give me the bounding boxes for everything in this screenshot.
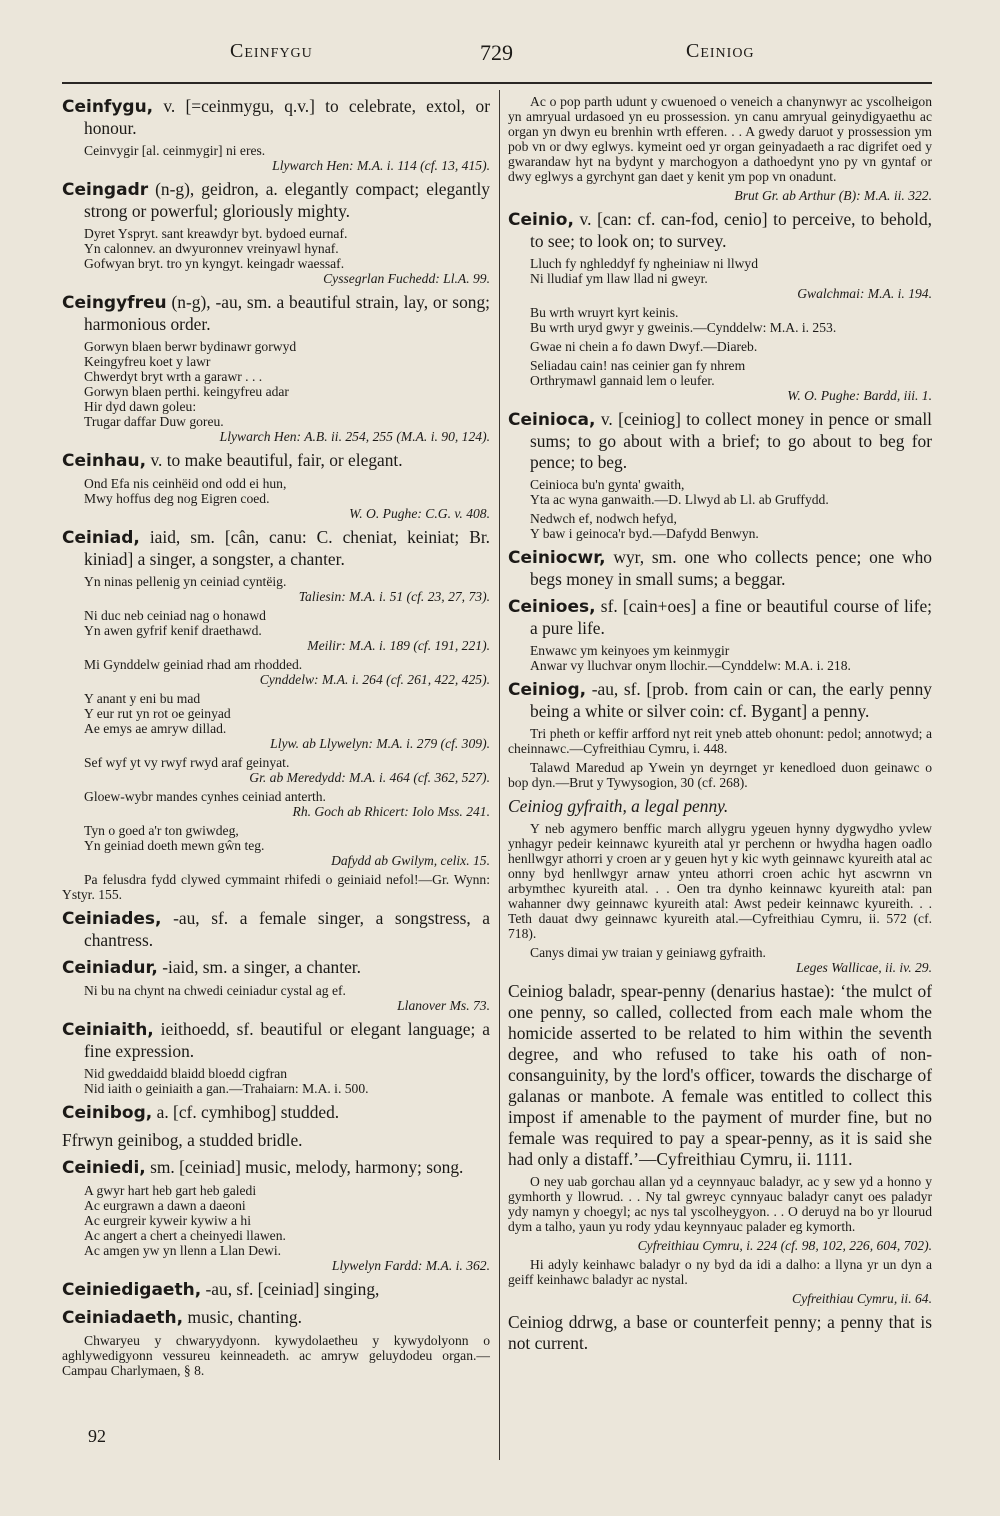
definition: (n-g), -au, sm. a beautiful strain, lay, or song; harmonious order. — [84, 292, 490, 334]
quote-prose: Hi adyly keinhawc baladyr o ny byd da idi a dalho: a llyna yr un dyn a geiff keinhawc baladyr ac nystal. — [508, 1257, 932, 1287]
entry-ceiniedigaeth — [62, 1279, 490, 1378]
quote-line: Ni bu na chynt na chwedi ceiniadur cystal ag ef. — [84, 983, 346, 998]
headword: Ceinio, — [508, 210, 574, 230]
quotation — [508, 305, 932, 335]
quote-line: Hir dyd dawn goleu: — [84, 399, 197, 414]
quote-prose: Talawd Maredud ap Ywein yn deyrnget yr kenedloed duon geinawc o bop dyn.—Brut y Tywysogion, 30 (cf. 268). — [508, 760, 932, 790]
sub-sense: Ceiniog ddrwg, a base or counterfeit penny; a penny that is not current. — [508, 1312, 932, 1353]
citation: Gwalchmai: M.A. i. 194. — [797, 286, 932, 301]
citation: Llywelyn Fardd: M.A. i. 362. — [331, 1258, 490, 1273]
entry-ceiniedi — [62, 1157, 490, 1273]
headword: Ceiniedi, — [62, 1158, 146, 1178]
continued-quotation — [508, 94, 932, 203]
headword: Ceiniog, — [508, 680, 587, 700]
page-number: 729 — [480, 40, 513, 65]
definition: wyr, sm. one who collects pence; one who begs money in small sums; a beggar. — [530, 547, 932, 589]
quote-line: Yta ac wyna ganwaith.—D. Llwyd ab Ll. ab Gruffydd. — [530, 492, 829, 507]
quotation — [508, 358, 932, 403]
quote-line: Gorwyn blaen berwr bydinawr gorwyd — [84, 339, 297, 354]
quotation — [62, 983, 490, 1013]
definition: -au, sf. [prob. from cain or can, the early penny being a white or silver coin: cf. Bygant] a penny. — [530, 679, 932, 721]
entry-ceinioes — [508, 596, 932, 673]
quote-line: Sef wyf yt vy rwyf rwyd araf geinyat. — [84, 755, 290, 770]
definition: v. to make beautiful, fair, or elegant. — [150, 450, 403, 470]
citation: Llywarch Hen: A.B. ii. 254, 255 (M.A. i. 90, 124). — [219, 429, 490, 444]
quote-line: Yn awen gyfrif kenif draethawd. — [84, 623, 262, 638]
running-head-right: Ceiniog — [686, 40, 755, 62]
quote-line: Yn geiniad doeth mewn gŵn teg. — [84, 838, 265, 853]
citation: Cyfreithiau Cymru, ii. 64. — [792, 1291, 932, 1306]
header-rule — [62, 82, 932, 84]
quotation — [62, 1066, 490, 1096]
headword: Ceiniaith, — [62, 1020, 154, 1040]
quotation — [62, 608, 490, 653]
quote-line: Gloew-wybr mandes cynhes ceiniad anterth. — [84, 789, 326, 804]
quote-line: Chwerdyt bryt wrth a garawr . . . — [84, 369, 263, 384]
quotation — [62, 339, 490, 444]
quote-line: Enwawc ym keinyoes ym keinmygir — [530, 643, 730, 658]
entry-ceingadr — [62, 179, 490, 286]
quote-prose: Chwaryeu y chwaryydyonn. kywydolaetheu y kywydolyonn o aghlywedigyonn vessureu keinneadeth. ac amryw geluydodeu organ.—Campau Charlymaen, § 8. — [62, 1333, 490, 1378]
sub-sense: Ceiniog baladr, spear-penny (denarius hastae): ‘the mulct of one penny, so called, collected from each male whom the homicide asserted to be related to him within the seventh degree, and who refused to take his oath of non-consanguinity, by the lord's officer, towards the discharge of galanas or manbote. A female was entitled to collect this impost if amenable to the payment of murder fine, but no female was required to pay a spear-penny, as it is said she had only a distaff.’—Cyfreithiau Cymru, ii. 1111. — [508, 981, 932, 1169]
definition: a. [cf. cymhibog] studded. — [156, 1102, 340, 1122]
signature-mark: 92 — [88, 1426, 106, 1446]
headword: Ceinioes, — [508, 597, 596, 617]
quote-line: Bu wrth wruyrt kyrt keinis. — [530, 305, 679, 320]
headword: Ceiniedigaeth, — [62, 1280, 202, 1300]
headword: Ceinhau, — [62, 451, 147, 471]
headword: Ceinfygu, — [62, 97, 154, 117]
left-column — [62, 90, 490, 1460]
quote-line: Ac amgen yw yn llenn a Llan Dewi. — [84, 1243, 282, 1258]
quote-line: Nid gweddaidd blaidd bloedd cigfran — [84, 1066, 288, 1081]
quote-line: Keingyfreu koet y lawr — [84, 354, 211, 369]
definition: -iaid, sm. a singer, a chanter. — [162, 957, 361, 977]
quote-line: Anwar vy lluchvar onym llochir.—Cynddelw: M.A. i. 218. — [530, 658, 851, 673]
quote-line: Yn ninas pellenig yn ceiniad cyntëig. — [84, 574, 287, 589]
citation: Cyssegrlan Fuchedd: Ll.A. 99. — [323, 271, 490, 286]
quote-line: Gorwyn blaen perthi. keingyfreu adar — [84, 384, 289, 399]
sub-sense: Ffrwyn geinibog, a studded bridle. — [62, 1130, 303, 1150]
headword: Ceiniad, — [62, 528, 140, 548]
definition: -au, sf. [ceiniad] singing, — [205, 1279, 380, 1299]
quote-line: Nid iaith o geiniaith a gan.—Trahaiarn: M.A. i. 500. — [84, 1081, 369, 1096]
definition: (n-g), geidron, a. elegantly compact; elegantly strong or powerful; gloriously mighty. — [84, 179, 490, 221]
quote-line: Tyn o goed a'r ton gwiwdeg, — [84, 823, 239, 838]
quote-prose: Ac o pop parth udunt y cwuenoed o veneich a chanynwyr ac yscolheigon yn amryual urdasoed yn eu prossession. yn canu amryual geinydigyaethu ac organ yn dwyn eu brenhin wrth efferen. . . A gwedy daruot y prossession ym pob vn or dwy eglwys. kymeint oed yr organ geinyadaeth a rac digrifet oed y gwarandaw hyt na bydynt y marchogyon a dathoedynt yno py vn gyntaf or dwy eglwys a gyrchynt gan daet y kenit ym pop vn onadunt. — [508, 94, 932, 184]
quote-line: Mi Gynddelw geiniad rhad am rhodded. — [84, 657, 303, 672]
quotation — [62, 476, 490, 521]
quote-line: Ceinioca bu'n gynta' gwaith, — [530, 477, 685, 492]
citation: W. O. Pughe: C.G. v. 408. — [349, 506, 490, 521]
definition: music, chanting. — [187, 1307, 302, 1327]
headword: Ceiniadur, — [62, 958, 158, 978]
quote-line: Nedwch ef, nodwch hefyd, — [530, 511, 677, 526]
quote-line: Ac eurgrawn a dawn a daeoni — [84, 1198, 246, 1213]
headword: Ceingadr — [62, 180, 149, 200]
quote-line: Dyret Yspryt. sant kreawdyr byt. bydoed eurnaf. — [84, 226, 348, 241]
citation: Brut Gr. ab Arthur (B): M.A. ii. 322. — [734, 188, 932, 203]
citation: Leges Wallicae, ii. iv. 29. — [796, 960, 932, 975]
quotation — [508, 256, 932, 301]
headword: Ceingyfreu — [62, 293, 167, 313]
citation: Rh. Goch ab Rhicert: Iolo Mss. 241. — [292, 804, 490, 819]
citation: Dafydd ab Gwilym, celix. 15. — [331, 853, 490, 868]
quote-line: Y eur rut yn rot oe geinyad — [84, 706, 231, 721]
headword: Ceiniades, — [62, 909, 162, 929]
citation: Cyfreithiau Cymru, i. 224 (cf. 98, 102, 226, 604, 702). — [637, 1238, 932, 1253]
running-head — [62, 40, 932, 80]
definition: ieithoedd, sf. beautiful or elegant language; a fine expression. — [84, 1019, 490, 1061]
quotation — [508, 643, 932, 673]
quote-line: Ond Efa nis ceinhëid ond odd ei hun, — [84, 476, 287, 491]
quote-line: Trugar daffar Duw goreu. — [84, 414, 224, 429]
quote-prose: O ney uab gorchau allan yd a ceynnyauc baladyr, ac y sew yd a honno y gymhorth y llowrud. . . Ny tal gwreyc cynnyauc baladyr canyt oes paladyr ydy namyn y choegyl; ac nys tal yscolheygyon. . . O deruyd na bo yr llourud dym a talho, yaun yu rody ydau keynnyauc palader eg kymorth. — [508, 1174, 932, 1234]
quote-line: Y baw i geinoca'r byd.—Dafydd Benwyn. — [530, 526, 759, 541]
entry-ceinio — [508, 209, 932, 403]
headword: Ceinioca, — [508, 410, 596, 430]
definition: iaid, sm. [cân, canu: C. cheniat, keiniat; Br. kiniad] a singer, a songster, a chanter. — [84, 527, 490, 569]
quotation — [62, 789, 490, 819]
definition: v. [ceiniog] to collect money in pence or small sums; to go about with a brief; to go about to beg for pence; to beg. — [530, 409, 932, 472]
entry-ceiniad — [62, 527, 490, 902]
citation: Gr. ab Meredydd: M.A. i. 464 (cf. 362, 527). — [249, 770, 490, 785]
quotation — [62, 143, 490, 173]
definition: v. [can: cf. can-fod, cenio] to perceive, to behold, to see; to look on; to survey. — [530, 209, 932, 251]
entry-ceiniadur — [62, 957, 490, 1013]
quote-line: Ceinvygir [al. ceinmygir] ni eres. — [84, 143, 266, 158]
quote-line: Ni lludiaf ym llaw llad ni gweyr. — [530, 271, 708, 286]
quotation — [508, 188, 932, 203]
quotation — [62, 1183, 490, 1273]
quote-line: Ni duc neb ceiniad nag o honawd — [84, 608, 266, 623]
quote-line: Ac angert a chert a cheinyedi llawen. — [84, 1228, 286, 1243]
quote-line: Orthrymawl gannaid lem o leufer. — [530, 373, 715, 388]
quote-line: Gofwyan bryt. tro yn kyngyt. keingadr waessaf. — [84, 256, 345, 271]
quote-line: Ae emys ae amryw dillad. — [84, 721, 227, 736]
quote-line: Lluch fy nghleddyf fy ngheiniaw ni llwyd — [530, 256, 759, 271]
quotation — [62, 574, 490, 604]
quotation — [508, 339, 932, 354]
quotation — [508, 511, 932, 541]
entry-ceiniaith — [62, 1019, 490, 1096]
quote-line: Gwae ni chein a fo dawn Dwyf.—Diareb. — [530, 339, 758, 354]
citation: Cynddelw: M.A. i. 264 (cf. 261, 422, 425). — [259, 672, 490, 687]
entry-ceinioca — [508, 409, 932, 541]
quote-prose: Tri pheth or keffir arfford nyt reit yneb atteb ohonunt: pedol; annotwyd; a cheinnawc.—Cyfreithiau Cymru, i. 448. — [508, 726, 932, 756]
quote-line: Seliadau cain! nas ceinier gan fy nhrem — [530, 358, 746, 373]
citation: Llywarch Hen: M.A. i. 114 (cf. 13, 415). — [272, 158, 490, 173]
right-column — [508, 90, 932, 1460]
definition: -au, sf. a female singer, a songstress, a chantress. — [84, 908, 490, 950]
quotation — [508, 1291, 932, 1306]
quote-line: Yn calonnev. an dwyuronnev vreinyawl hynaf. — [84, 241, 339, 256]
entry-ceiniocwr — [508, 547, 932, 590]
citation: Llyw. ab Llywelyn: M.A. i. 279 (cf. 309). — [270, 736, 490, 751]
citation: Meilir: M.A. i. 189 (cf. 191, 221). — [307, 638, 490, 653]
definition: sf. [cain+oes] a fine or beautiful course of life; a pure life. — [530, 596, 932, 638]
quotation — [62, 691, 490, 751]
quote-line: Bu wrth uryd gwyr y gweinis.—Cynddelw: M.A. i. 253. — [530, 320, 837, 335]
quotation — [508, 945, 932, 975]
headword: Ceinibog, — [62, 1103, 153, 1123]
definition: v. [=ceinmygu, q.v.] to celebrate, extol, or honour. — [84, 96, 490, 138]
entry-ceingyfreu — [62, 292, 490, 444]
quotation — [62, 657, 490, 687]
sub-sense: Ceiniog gyfraith, a legal penny. — [508, 796, 729, 816]
definition: sm. [ceiniad] music, melody, harmony; song. — [150, 1157, 464, 1177]
quote-line: A gwyr hart heb gart heb galedi — [84, 1183, 257, 1198]
quotation — [62, 755, 490, 785]
quotation — [508, 477, 932, 507]
citation: Llanover Ms. 73. — [397, 998, 490, 1013]
quote-line: Y anant y eni bu mad — [84, 691, 201, 706]
entry-ceiniades — [62, 908, 490, 951]
citation: W. O. Pughe: Bardd, iii. 1. — [787, 388, 932, 403]
headword: Ceiniocwr, — [508, 548, 606, 568]
quote-line: Canys dimai yw traian y geiniawg gyfraith. — [530, 945, 766, 960]
entry-ceinfygu — [62, 96, 490, 173]
headword: Ceiniadaeth, — [62, 1308, 184, 1328]
quotation — [62, 226, 490, 286]
quote-line: Mwy hoffus deg nog Eigren coed. — [84, 491, 270, 506]
quote-prose: Pa felusdra fydd clywed cymmaint rhifedi o geiniaid nefol!—Gr. Wynn: Ystyr. 155. — [62, 872, 490, 902]
entry-ceinhau — [62, 450, 490, 521]
entry-ceiniog — [508, 679, 932, 1354]
quote-prose: Y neb agymero benffic march allygru ygeuen hynny dygwydho yvlew ynhagyr pedeir keinnawc kyureith atal yr perchenn or hwydha hagen oadlo henllwgyr athorri y croen ar y geuen hyt y kic wyth geinnawc kyureith atal ac onny byd henllwgyr arnaw ynteu athorri croen achic hyt ascwrnn vn arbymthec kyureith atal. . . Oen tra dynho keinnawc kyureith atal: pan wahanner dwy geinnawc kyureith atal: Awst pedeir keinnawc kyureith. . . Teth dauat dwy geinnawc kyureith atal.—Cyfreithiau Cymru, ii. 572 (cf. 718). — [508, 821, 932, 941]
quotation — [62, 823, 490, 868]
entry-ceinibog — [62, 1102, 490, 1151]
quotation — [508, 1238, 932, 1253]
citation: Taliesin: M.A. i. 51 (cf. 23, 27, 73). — [298, 589, 490, 604]
running-head-left: Ceinfygu — [230, 40, 313, 62]
column-divider — [499, 90, 500, 1460]
quote-line: Ac eurgreir kyweir kywiw a hi — [84, 1213, 251, 1228]
